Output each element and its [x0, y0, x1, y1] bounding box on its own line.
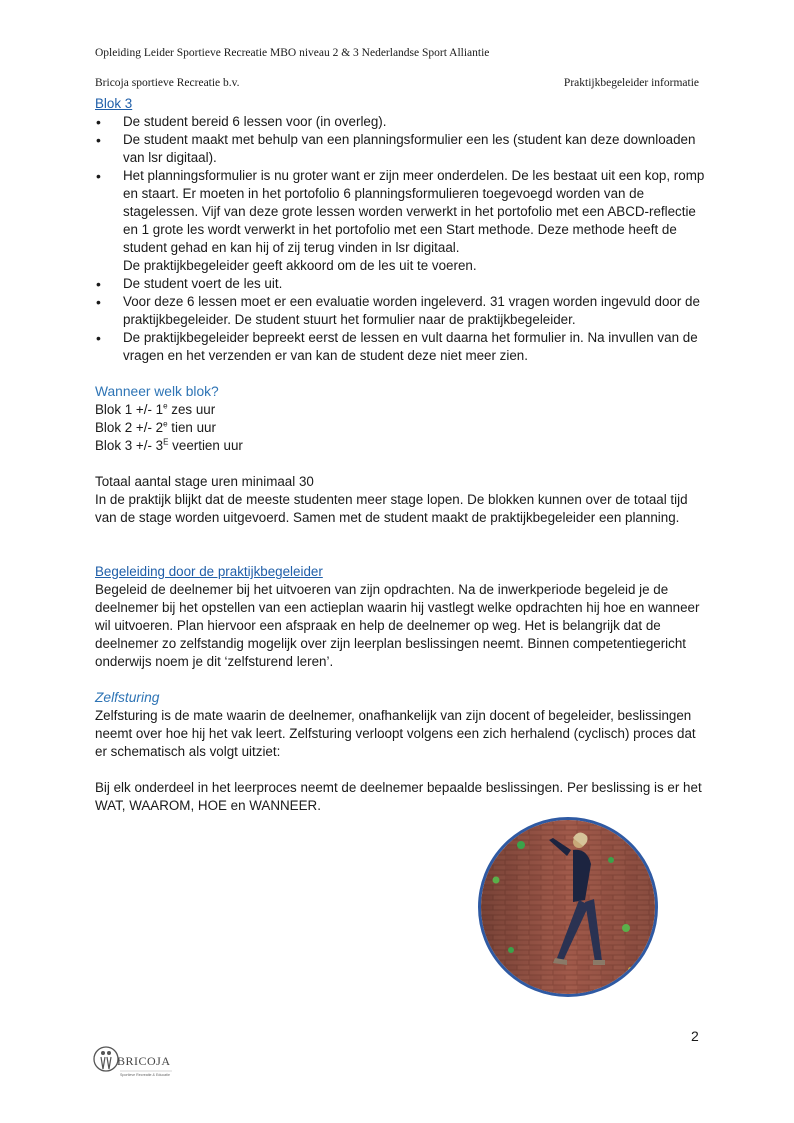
- blok-row: Blok 1 +/- 1e zes uur: [95, 401, 216, 417]
- list-item: • Het planningsformulier is nu groter want er zijn meer onderdelen. De les bestaat uit een kop, romp en staart. Er moeten in het portofolio 6 planningsformulieren toegevoegd worden van de stagelessen. Vijf van deze grote lessen worden verwerkt in het portofolio met een ABCD-reflectie en 1 grote les wordt verwerkt in het portofolio met een Start methode. Deze methode heeft de student gehad en kan hij of zij terug vinden in lsr digitaal. De praktijkbegeleider geeft akkoord om de les uit te voeren.: [95, 167, 705, 275]
- svg-text:Sportieve Recreatie & Educatie: Sportieve Recreatie & Educatie: [120, 1073, 170, 1077]
- section-heading-begeleiding: Begeleiding door de praktijkbegeleider: [95, 564, 323, 579]
- begeleiding-paragraph: Begeleid de deelnemer bij het uitvoeren van zijn opdrachten. Na de inwerkperiode begeleid je de deelnemer bij het opstellen van een actieplan waarin hij vastlegt welke opdrachten hij hoe en wanneer wil uitvoeren. Plan hiervoor een afspraak en help de deelnemer op weg. Het is belangrijk dat de deelnemer zo zelfstandig mogelijk over zijn leerplan beslissingen neemt. Binnen competentiegericht onderwijs noem je dit ‘zelfsturend leren’.: [95, 582, 700, 669]
- page-number: 2: [691, 1028, 699, 1044]
- climbing-photo-illustration: [481, 820, 655, 994]
- header-doc-type: Praktijkbegeleider informatie: [563, 77, 699, 89]
- totaal-uren: Totaal aantal stage uren minimaal 30: [95, 474, 314, 489]
- zelfsturing-paragraph: Zelfsturing is de mate waarin de deelnemer, onafhankelijk van zijn docent of begeleider, beslissingen neemt over hoe hij het vak leert. Zelfsturing verloopt volgens een zich herhalend (cyclisch) proces dat er schematisch als volgt uitziet:: [95, 708, 696, 759]
- wanneer-paragraph: In de praktijk blijkt dat de meeste studenten meer stage lopen. De blokken kunnen over de totaal tijd van de stage worden uitgevoerd. Samen met de student maakt de praktijkbegeleider een planning.: [95, 492, 688, 525]
- page-content: [95, 95, 705, 815]
- list-item: • De praktijkbegeleider bepreekt eerst de lessen en vult daarna het formulier in. Na invullen van de vragen en het verzenden er van kan de student deze niet meer zien.: [95, 329, 705, 365]
- list-item: • De student maakt met behulp van een planningsformulier een les (student kan deze downloaden van lsr digitaal).: [95, 131, 705, 167]
- list-item: • Voor deze 6 lessen moet er een evaluatie worden ingeleverd. 31 vragen worden ingevuld door de praktijkbegeleider. De student stuurt het formulier naar de praktijkbegeleider.: [95, 293, 705, 329]
- header-company: Bricoja sportieve Recreatie b.v.: [95, 77, 240, 89]
- section-heading-zelfsturing: Zelfsturing: [95, 690, 160, 705]
- blok-row: Blok 3 +/- $3^E$ veertien uur: [95, 437, 243, 453]
- bricoja-logo-mark: [92, 1044, 176, 1080]
- blok3-list: [95, 113, 705, 365]
- svg-text:BRICOJA: BRICOJA: [117, 1054, 171, 1068]
- blok-row: Blok 2 +/- 2e tien uur: [95, 419, 216, 435]
- header-title: Opleiding Leider Sportieve Recreatie MBO niveau 2 & 3 Nederlandse Sport Alliantie: [95, 47, 490, 59]
- list-item: • De student bereid 6 lessen voor (in overleg).: [95, 113, 705, 131]
- beslissingen-paragraph: Bij elk onderdeel in het leerproces neemt de deelnemer bepaalde beslissingen. Per beslissing is er het WAT, WAAROM, HOE en WANNEER.: [95, 780, 702, 813]
- section-heading-wanneer: Wanneer welk blok?: [95, 384, 219, 399]
- section-heading-blok3: Blok 3: [95, 96, 133, 111]
- list-item: • De student voert de les uit.: [95, 275, 705, 293]
- bricoja-logo: [92, 1044, 176, 1080]
- climbing-wall-photo: [478, 817, 658, 997]
